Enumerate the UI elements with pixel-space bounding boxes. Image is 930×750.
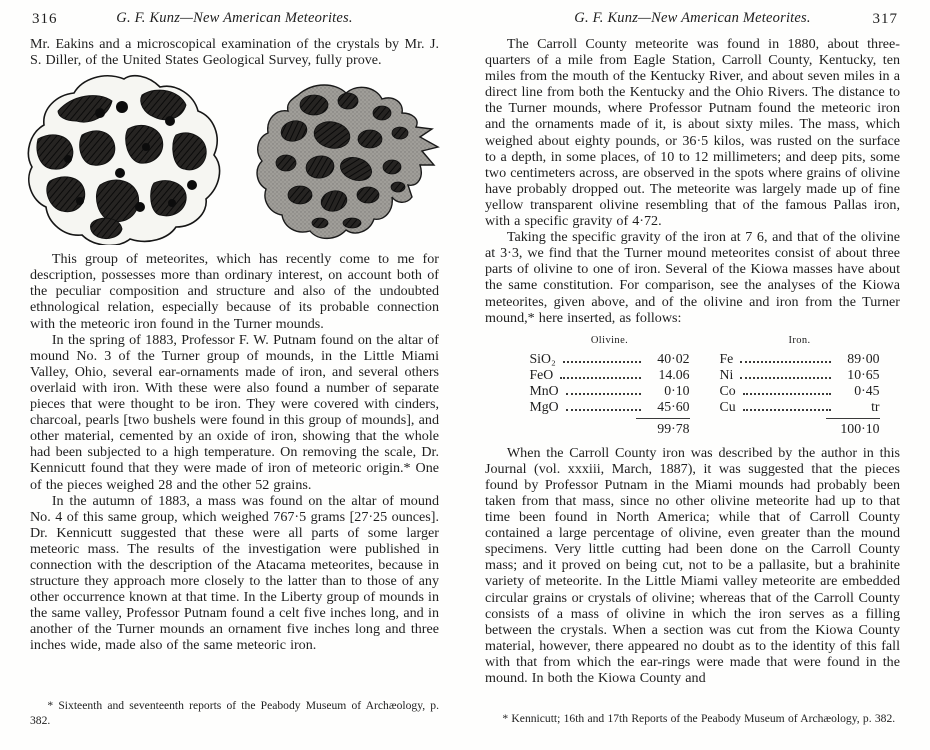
- row-label: SiO₂: [529, 350, 556, 366]
- row-leader: [563, 361, 641, 363]
- paragraph-carroll-county: The Carroll County meteorite was found in 1880, about three-quarters of a mile from Eagle Station, Carroll County, Kentucky, ten miles from the mouth of the Kentucky River, and about seven miles in a direct line from both the Kentucky and the Ohio Rivers. The distance to the Turner mounds, where Professor Putnam found the meteoric iron and the ornaments made of it, is about sixty miles. The mass, which weighed about eighty pounds, or 36·5 kilos, was rusted on the surface to a depth, in some places, of 10 to 12 millimeters; and deep pits, some two centimeters across, are observed in the spots where grains of olivine have probably dropped out. The meteorite was largely made up of fine yellow transparent olivine resembling that of the famous Pallas iron, with a specific gravity of 4·72.: [485, 36, 900, 230]
- row-label: Cu: [719, 398, 736, 414]
- running-head-left: [30, 10, 439, 30]
- row-value: 45·60: [657, 398, 690, 414]
- paragraph-specific-gravity: Taking the specific gravity of the iron at 7 6, and that of the olivine at 3·3, we find that the Turner mound meteorites consist of about three parts of olivine to one of iron. Several of the Kiowa masses have about the same constitution. For comparison, see the analyses of the Kiowa meteorites, given above, and of the olivine and iron from the Turner mound,* here inserted, as follows:: [485, 229, 900, 326]
- table-row: [530, 399, 690, 415]
- paragraph-this-group: This group of meteorites, which has recently come to me for description, possesses more than ordinary interest, on account both of the peculiar composition and structure and also of the undoubted ethnological relation, especially because of its probable connection with the meteoric iron found in the Turner mounds.: [30, 251, 439, 332]
- row-value: 14.06: [658, 366, 690, 382]
- row-label: FeO: [529, 366, 554, 382]
- row-label: MnO: [529, 382, 559, 398]
- iron-total: 100·10: [826, 418, 880, 437]
- row-leader: [743, 393, 831, 395]
- row-leader: [560, 377, 640, 379]
- running-title-left: G. F. Kunz—New American Meteorites.: [116, 10, 353, 26]
- paragraph-autumn-1883: In the autumn of 1883, a mass was found on the altar of mound No. 4 of this same group, which weighed 767·5 grams [27·25 ounces]. Dr. Kennicutt suggested that these were all parts of some larger meteoric mass. The results of the investigation were published in connection with the description of the Atacama meteorites, because in structure they approach more closely to the latter than to those of any other occurrence known at that time. In the Liberty group of mounds in the same valley, Professor Putnam found a celt five inches long, and in another of the Turner mounds an ornament five inches long and three inches wide, made also of the same meteoric iron.: [30, 492, 439, 654]
- running-head-right: [485, 10, 900, 30]
- row-leader: [743, 409, 831, 411]
- paragraph-when-described: When the Carroll County iron was described by the author in this Journal (vol. xxxiii, March, 1887), it was suggested that the pieces found by Professor Putnam in the Miami mounds had probably been taken from that mass, since no other olivine meteorite had up to that time been found in North America; while that of Carroll County contained a large percentage of olivine, even greater than the mound specimens. Very little cutting had been done on the Carroll County mass; and it proved on being cut, not to be a pallasite, but a brahinite variety of meteorite. In the Little Miami valley meteorite are embedded circular grains or crystals of olivine; whereas that of the Carroll County consists of a mass of olivine in which the iron serves as a filling between the crystals. When a section was cut from the Kiowa County material, however, there appeared no doubt as to the identity of this fall with that from which the ear-rings were made that were found in the mound. In both the Kiowa County and: [485, 444, 900, 686]
- row-label: Fe: [719, 350, 734, 366]
- table-row: [530, 351, 690, 367]
- row-value: 10·65: [847, 366, 880, 382]
- iron-column: [720, 333, 880, 437]
- row-label: Co: [719, 382, 736, 398]
- analysis-table: [513, 333, 896, 437]
- row-leader: [740, 377, 830, 379]
- page-317: [465, 0, 930, 750]
- table-row: [530, 383, 690, 399]
- meteorite-right-drawing: [257, 85, 438, 238]
- page-number-right: 317: [872, 11, 898, 27]
- row-label: MgO: [529, 398, 559, 414]
- table-row: [720, 399, 880, 415]
- table-row: [720, 367, 880, 383]
- row-label: Ni: [719, 366, 734, 382]
- iron-header: Iron.: [788, 334, 811, 346]
- row-value: 0·10: [664, 382, 690, 398]
- table-row: [720, 383, 880, 399]
- meteorite-left-drawing: [28, 76, 219, 245]
- row-leader: [566, 409, 641, 411]
- olivine-header: Olivine.: [590, 334, 629, 346]
- paragraph-eakins: Mr. Eakins and a microscopical examination of the crystals by Mr. J. S. Diller, of the United States Geological Survey, fully prove.: [30, 36, 439, 69]
- row-value: tr: [871, 398, 880, 414]
- page-number-left: 316: [32, 11, 58, 27]
- table-row: [720, 351, 880, 367]
- olivine-total: 99·78: [636, 418, 690, 437]
- footnote-right: * Kennicutt; 16th and 17th Reports of the Peabody Museum of Archæology, p. 382.: [502, 711, 896, 725]
- row-value: 0·45: [854, 382, 880, 398]
- paragraph-spring-1883: In the spring of 1883, Professor F. W. Putnam found on the altar of mound No. 3 of the Turner group of mounds, in the Little Miami Valley, Ohio, several ear-ornaments made of iron, and several others overlaid with iron. With these were also found a number of separate pieces that were thought to be iron. They were covered with cinders, charcoal, pearls [two bushels were found in this group of mounds], and other material, cemented by an oxide of iron, showing that the whole had been subjected to a high temperature. On removing the scale, Dr. Kennicutt found that they were made of iron of meteoric origin.* One of the pieces weighed 28 and the other 52 grains.: [30, 331, 439, 493]
- row-value: 40·02: [657, 350, 690, 366]
- olivine-column: [530, 333, 690, 437]
- meteorite-illustration-svg: [24, 73, 444, 245]
- running-title-right: G. F. Kunz—New American Meteorites.: [574, 10, 811, 26]
- table-row: [530, 367, 690, 383]
- row-leader: [566, 393, 641, 395]
- footnote-left: * Sixteenth and seventeenth reports of the Peabody Museum of Archæology, p. 382.: [30, 699, 439, 727]
- row-value: 89·00: [847, 350, 880, 366]
- meteorite-figure: [24, 73, 444, 245]
- row-leader: [740, 361, 830, 363]
